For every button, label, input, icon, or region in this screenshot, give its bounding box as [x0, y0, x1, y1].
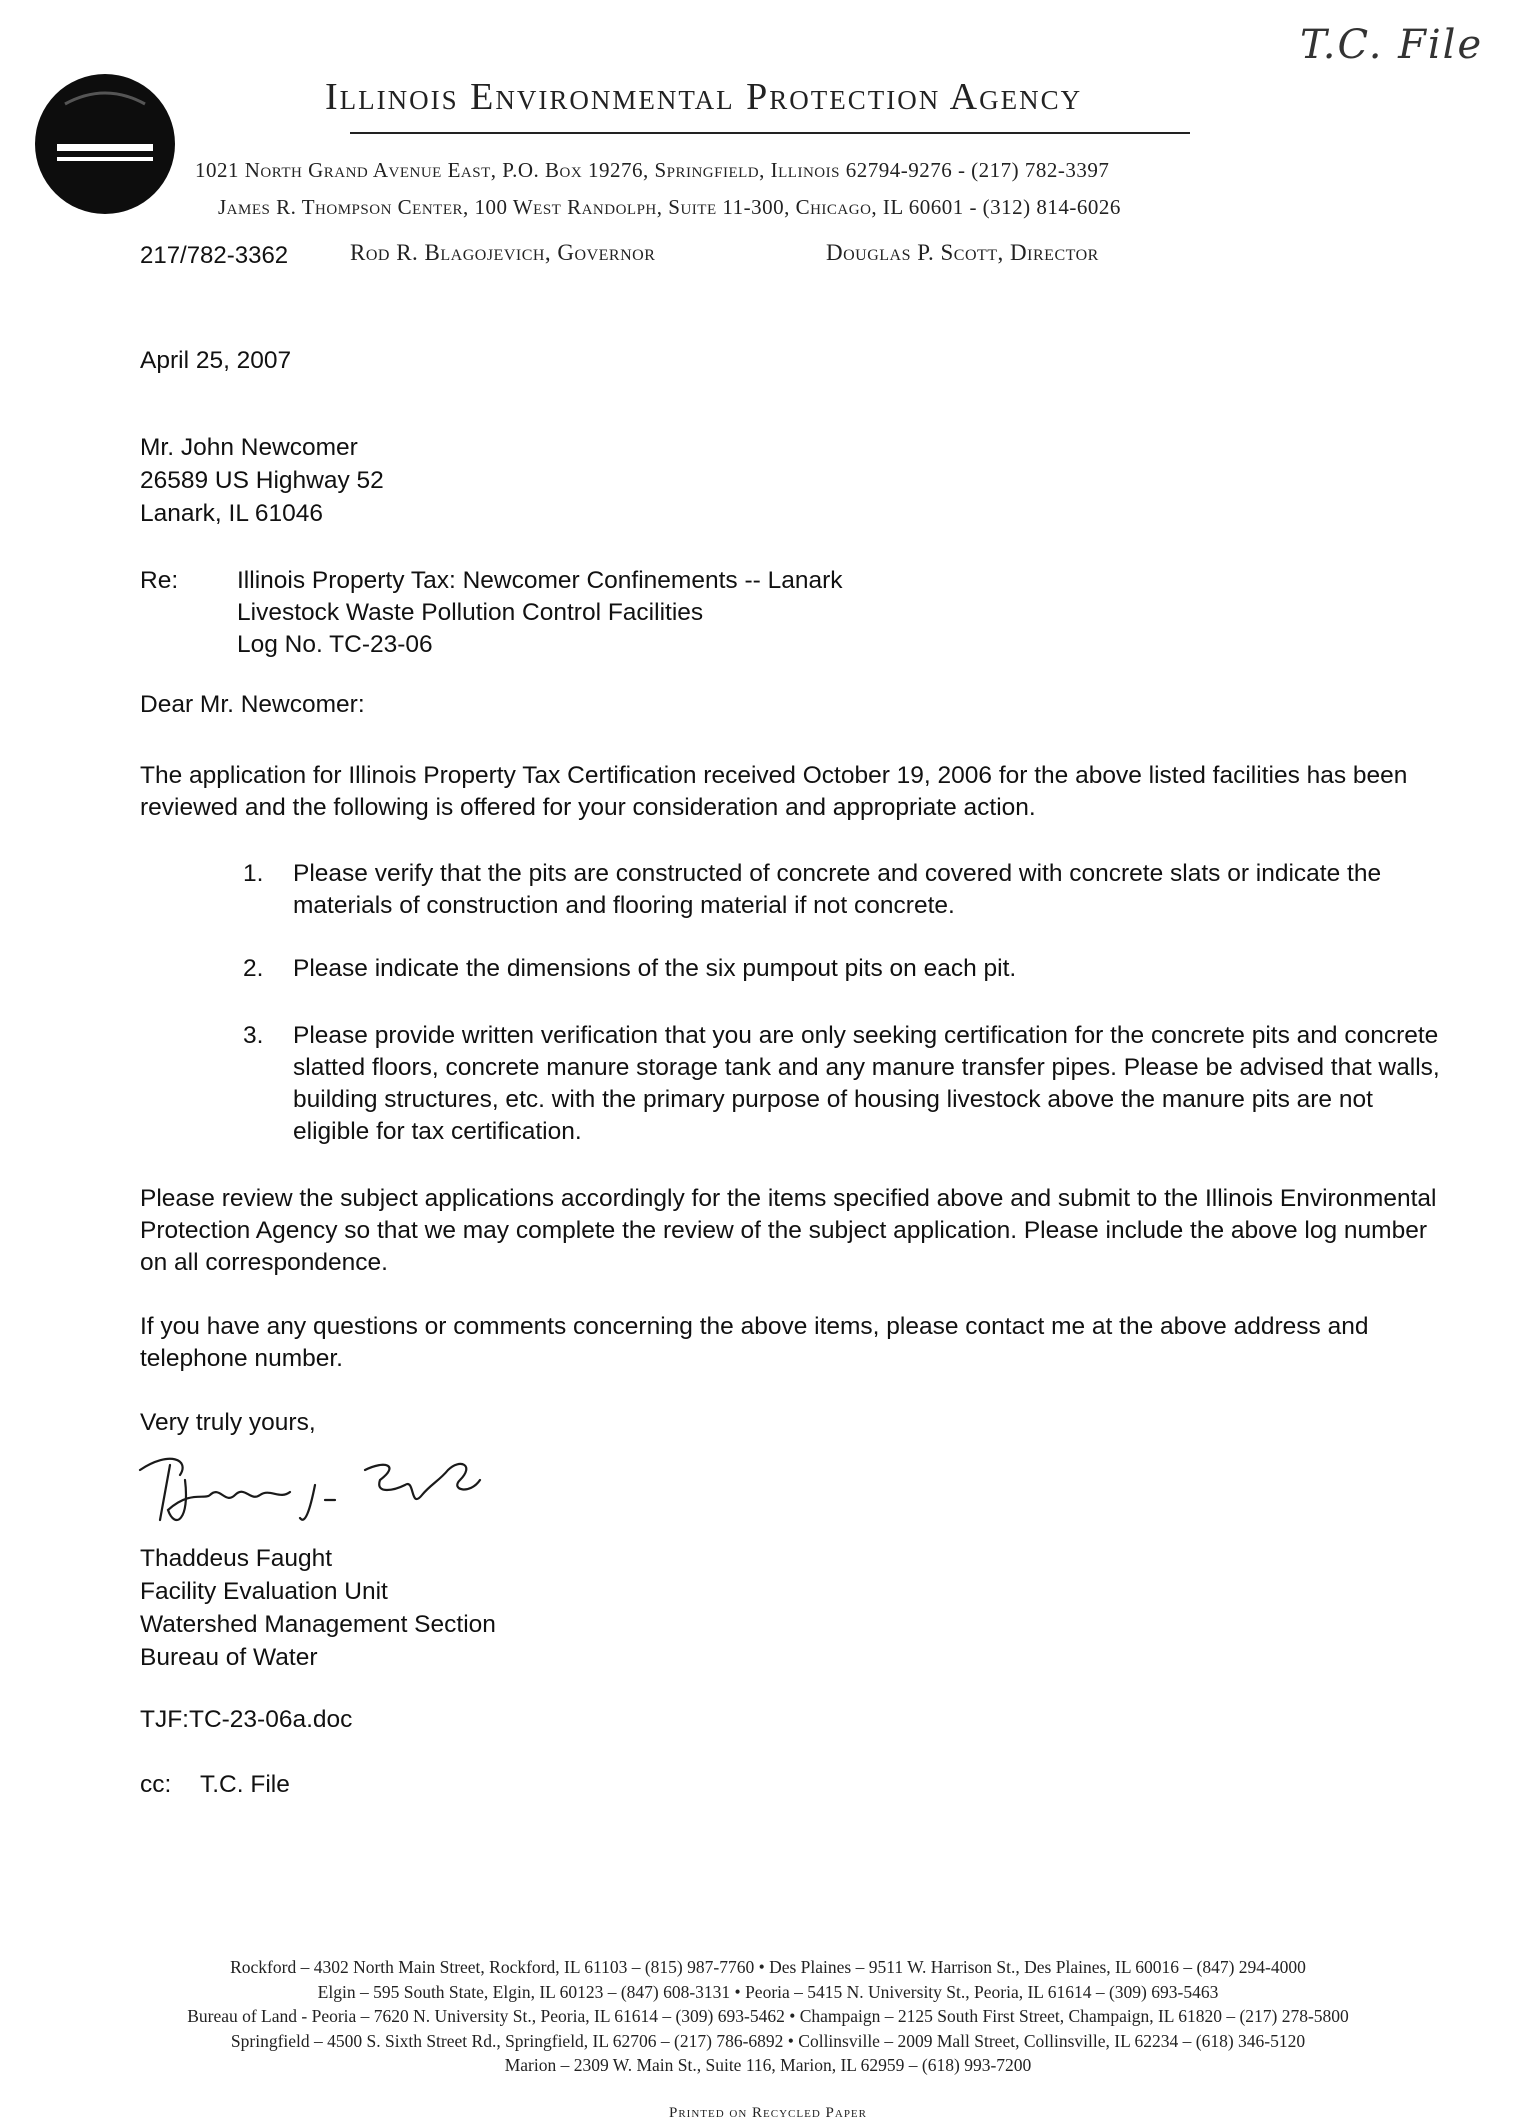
footer-line: Springfield – 4500 S. Sixth Street Rd., Springfield, IL 62706 – (217) 786-6892 • Collinsville – 2009 Mall Street, Collinsville, IL 62234 – (618) 346-5120 [230, 2030, 1306, 2051]
footer-line: Bureau of Land - Peoria – 7620 N. University St., Peoria, IL 61614 – (309) 693-5462 • Champaign – 2125 South First Street, Champaign, IL 61820 – (217) 278-5800 [187, 2006, 1349, 2026]
seal-emblem-icon [35, 74, 175, 214]
cc-recipient: T.C. File [200, 1771, 290, 1798]
item-text: Please provide written verification that you are only seeking certification for the concrete pits and concrete slatted floors, concrete manure storage tank and any manure transfer pipes. Please be advised that walls, building structures, etc. with the primary purpose of housing livestock above the manure pits are not eligible for tax certification. [293, 1022, 1440, 1145]
closing: Very truly yours, [140, 1409, 316, 1436]
review-paragraph: Please review the subject applications accordingly for the items specified above and submit to the Illinois Environmental Protection Agency so that we may complete the review of the subject application. Please include the above log number on all correspondence. [140, 1185, 1437, 1276]
agency-name: Illinois Environmental Protection Agency [325, 76, 1083, 118]
subject-label: Re: [140, 567, 179, 594]
agency-address-springfield: 1021 North Grand Avenue East, P.O. Box 19276, Springfield, Illinois 62794-9276 - (217) 782-3397 [195, 158, 1110, 182]
signer-bureau: Bureau of Water [140, 1644, 318, 1671]
recipient-name: Mr. John Newcomer [140, 434, 358, 461]
recipient-city: Lanark, IL 61046 [140, 500, 323, 527]
letterhead-divider [350, 132, 1190, 134]
handwritten-signature [130, 1440, 510, 1535]
signer-name: Thaddeus Faught [140, 1545, 333, 1572]
director-name: Douglas P. Scott, Director [826, 240, 1099, 265]
item-number: 3. [243, 1022, 264, 1049]
contact-phone: 217/782-3362 [140, 242, 289, 269]
governor-name: Rod R. Blagojevich, Governor [350, 240, 656, 265]
footer-line: Rockford – 4302 North Main Street, Rockford, IL 61103 – (815) 987-7760 • Des Plaines – 9511 W. Harrison St., Des Plaines, IL 60016 – (847) 294-4000 [230, 1957, 1306, 1977]
item-number: 1. [243, 860, 264, 887]
subject-lines [237, 565, 842, 661]
item-text: Please verify that the pits are constructed of concrete and covered with concrete slats or indicate the materials of construction and flooring material if not concrete. [293, 860, 1382, 919]
cc-label: cc: [140, 1771, 172, 1798]
salutation: Dear Mr. Newcomer: [140, 691, 365, 718]
footer-line: Elgin – 595 South State, Elgin, IL 60123 – (847) 608-3131 • Peoria – 5415 N. University St., Peoria, IL 61614 – (309) 693-5463 [317, 1981, 1219, 2002]
signer-unit: Facility Evaluation Unit [140, 1578, 388, 1605]
contact-paragraph: If you have any questions or comments concerning the above items, please contact me at the above address and telephone number. [140, 1313, 1369, 1372]
agency-seal-logo [35, 74, 175, 214]
signer-block [140, 1543, 496, 1675]
handwritten-file-note: T.C. File [1300, 22, 1484, 68]
subject-line: Livestock Waste Pollution Control Facilities [237, 599, 704, 626]
document-reference: TJF:TC-23-06a.doc [140, 1706, 353, 1733]
regional-offices-footer [0, 1955, 1536, 2078]
intro-paragraph: The application for Illinois Property Tax Certification received October 19, 2006 for the above listed facilities has been reviewed and the following is offered for your consideration and appropriate action. [140, 762, 1408, 821]
recipient-street: 26589 US Highway 52 [140, 467, 384, 494]
signer-section: Watershed Management Section [140, 1611, 496, 1638]
item-text: Please indicate the dimensions of the six pumpout pits on each pit. [293, 955, 1017, 982]
recycled-paper-note: Printed on Recycled Paper [669, 2105, 867, 2121]
letter-date: April 25, 2007 [140, 347, 292, 374]
footer-line: Marion – 2309 W. Main St., Suite 116, Marion, IL 62959 – (618) 993-7200 [504, 2055, 1032, 2075]
subject-line: Illinois Property Tax: Newcomer Confinements -- Lanark [237, 567, 843, 594]
recipient-address [140, 432, 384, 531]
agency-address-chicago: James R. Thompson Center, 100 West Randolph, Suite 11-300, Chicago, IL 60601 - (312) 814-6026 [218, 195, 1121, 219]
item-number: 2. [243, 955, 264, 982]
subject-line: Log No. TC-23-06 [237, 631, 433, 658]
